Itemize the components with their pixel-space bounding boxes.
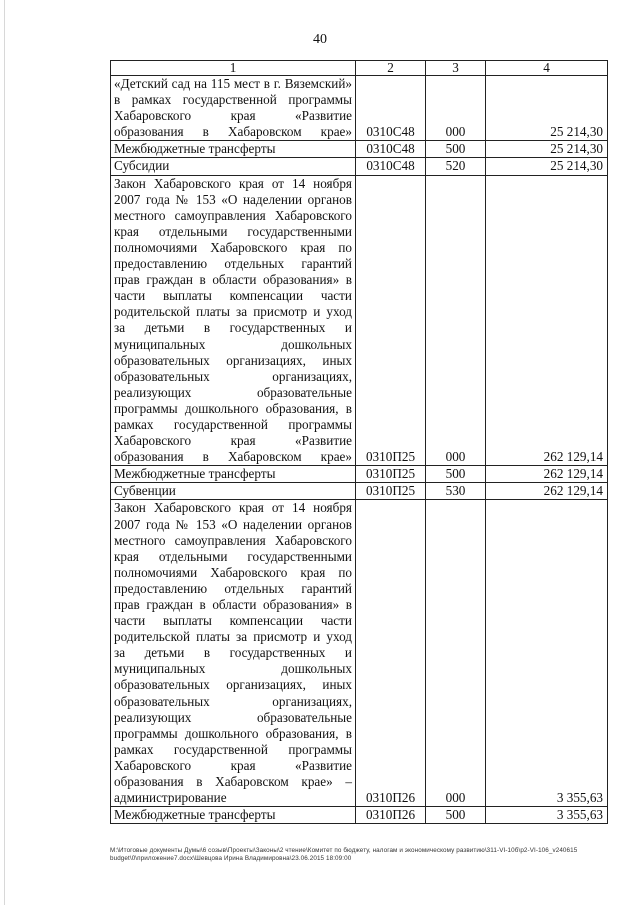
row-name: Закон Хабаровского края от 14 ноября 2007 года № 153 «О наделении органов местного самоуправления Хабаровского края отдельными государственными полномочиями Хабаровского края по предоставлению отдельных гарантий прав граждан в области образования» в части выплаты компенсации части родительской платы за присмотр и уход за детьми в государственных и муниципальных дошкольных образовательных организациях, иных образовательных организациях, реализующих образовательные программы дошкольного образования, в рамках государственной программы Хабаровского края «Развитие образования в Хабаровском крае» (111, 175, 356, 466)
row-code: 0310С48 (356, 76, 426, 141)
row-type: 500 (426, 807, 486, 824)
table-row (111, 500, 608, 807)
page-number: 40 (313, 32, 327, 47)
row-code: 0310П26 (356, 807, 426, 824)
row-name: Межбюджетные трансферты (111, 466, 356, 483)
table-row (111, 76, 608, 141)
row-name: Субсидии (111, 158, 356, 175)
row-code: 0310П25 (356, 483, 426, 500)
row-name: Закон Хабаровского края от 14 ноября 2007 года № 153 «О наделении органов местного самоуправления Хабаровского края отдельными государственными полномочиями Хабаровского края по предоставлению отдельных гарантий прав граждан в области образования» в части выплаты компенсации части родительской платы за присмотр и уход за детьми в государственных и муниципальных дошкольных образовательных организациях, иных образовательных организациях, реализующих образовательные программы дошкольного образования, в рамках государственной программы Хабаровского края «Развитие образования в Хабаровском крае» – администрирование (111, 500, 356, 807)
row-type: 520 (426, 158, 486, 175)
scan-edge-line (4, 0, 5, 905)
row-sum: 262 129,14 (486, 466, 608, 483)
header-col-sum: 4 (486, 61, 608, 76)
table-row (111, 483, 608, 500)
row-name: Субвенции (111, 483, 356, 500)
row-code: 0310П25 (356, 175, 426, 466)
row-code: 0310С48 (356, 141, 426, 158)
row-sum: 25 214,30 (486, 76, 608, 141)
row-type: 000 (426, 76, 486, 141)
row-type: 000 (426, 500, 486, 807)
row-name: Межбюджетные трансферты (111, 807, 356, 824)
row-code: 0310П26 (356, 500, 426, 807)
table-header-row (111, 61, 608, 76)
row-name: «Детский сад на 115 мест в г. Вяземский» в рамках государственной программы Хабаровского края «Развитие образования в Хабаровском крае» (111, 76, 356, 141)
header-col-name: 1 (111, 61, 356, 76)
row-sum: 3 355,63 (486, 500, 608, 807)
row-type: 500 (426, 466, 486, 483)
row-sum: 262 129,14 (486, 483, 608, 500)
budget-table (110, 60, 608, 824)
row-sum: 262 129,14 (486, 175, 608, 466)
row-type: 000 (426, 175, 486, 466)
row-type: 530 (426, 483, 486, 500)
table-row (111, 807, 608, 824)
row-sum: 25 214,30 (486, 141, 608, 158)
table-row (111, 158, 608, 175)
header-col-type: 3 (426, 61, 486, 76)
row-sum: 25 214,30 (486, 158, 608, 175)
table-row (111, 175, 608, 466)
row-type: 500 (426, 141, 486, 158)
row-name: Межбюджетные трансферты (111, 141, 356, 158)
row-code: 0310С48 (356, 158, 426, 175)
document-file-path-footer: М:\Итоговые документы Думы\6 созыв\Проекты\Законы\2 чтение\Комитет по бюджету, налогам и экономическому развитию\311-VI-10б\р2-VI-106_v240615 budget\0\приложение7.docx\Шевцова Ирина Владимировна\23.06.2015 18:09:00 (110, 847, 578, 862)
row-code: 0310П25 (356, 466, 426, 483)
table-row (111, 141, 608, 158)
header-col-code: 2 (356, 61, 426, 76)
row-sum: 3 355,63 (486, 807, 608, 824)
table-row (111, 466, 608, 483)
